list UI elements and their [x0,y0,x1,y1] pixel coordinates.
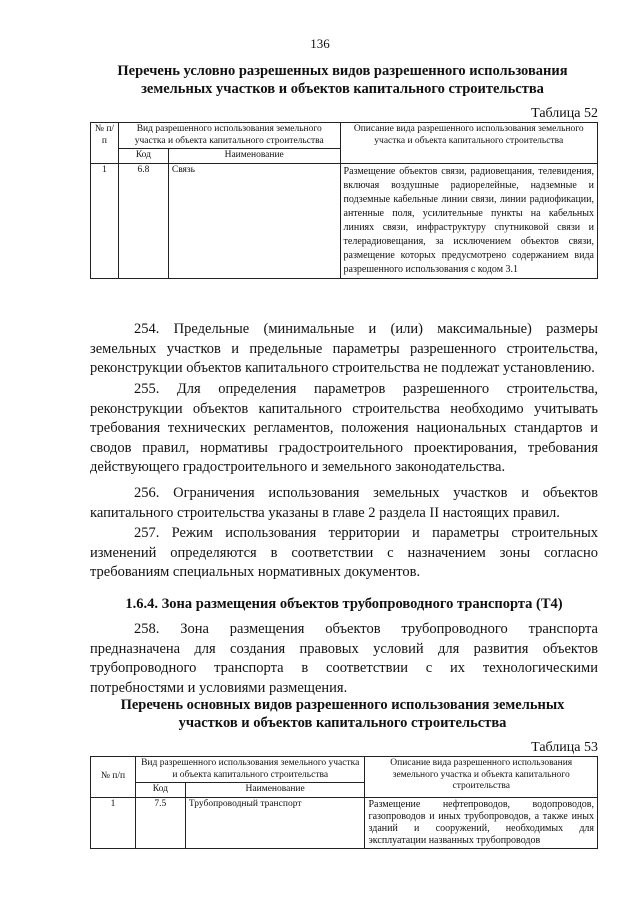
heading-conditional-uses [90,62,595,98]
header-num: № п/п [91,757,136,798]
cell-num: 1 [91,163,119,278]
heading-line: Перечень условно разрешенных видов разрешенного использования [117,63,568,79]
paragraph-255: 255. Для определения параметров разрешенного строительства, реконструкции объектов капитального строительства необходимо учитывать требования технических регламентов, положения национальных стандартов и сводов правил, нормативы градостроительного проектирования, требования действующего градостроительного и земельного законодательства. [90,381,598,476]
cell-code: 7.5 [135,797,185,848]
heading-line: Перечень основных видов разрешенного использования земельных [120,697,565,713]
header-code: Код [118,149,168,164]
cell-name: Связь [168,163,340,278]
table-caption: Таблица 53 [531,740,598,755]
section-title: 1.6.4. Зона размещения объектов трубопроводного транспорта (Т4) [125,596,563,612]
table-52 [90,122,598,279]
header-num: № п/п [91,123,119,164]
header-name: Наименование [168,149,340,164]
paragraph-258: 258. Зона размещения объектов трубопроводного транспорта предназначена для создания правовых условий для развития объектов трубопроводного транспорта в соответствии с их технологическими потребностями и условиями размещения. [90,621,598,696]
page-number: 136 [310,36,330,51]
heading-line: участков и объектов капитального строительства [178,715,507,731]
paragraph-254: 254. Предельные (минимальные и (или) максимальные) размеры земельных участков и предельные параметры разрешенного строительства, реконструкции объектов капитального строительства не подлежат установлению. [90,321,598,377]
heading-line: земельных участков и объектов капитального строительства [141,81,544,97]
paragraph-256: 256. Ограничения использования земельных участков и объектов капитального строительства указаны в главе 2 раздела II настоящих правил. [90,485,598,521]
table-row [91,163,598,278]
cell-name: Трубопроводный транспорт [185,797,365,848]
header-code: Код [135,783,185,798]
header-name: Наименование [185,783,365,798]
table-53 [90,756,598,849]
table-header-row [91,123,598,149]
header-kind: Вид разрешенного использования земельного участка и объекта капитального строительства [135,757,365,783]
table-header-row [91,757,598,783]
header-desc: Описание вида разрешенного использования земельного участка и объекта капитального строительства [365,757,598,798]
cell-num: 1 [91,797,136,848]
header-kind: Вид разрешенного использования земельного участка и объекта капитального строительства [118,123,340,149]
header-desc: Описание вида разрешенного использования земельного участка и объекта капитального строительства [340,123,597,164]
paragraph-257: 257. Режим использования территории и параметры строительных изменений определяются в соответствии с назначением зоны согласно требованиям специальных нормативных документов. [90,525,598,581]
cell-desc: Размещение объектов связи, радиовещания, телевидения, включая воздушные радиорелейные, надземные и подземные кабельные линии связи, линии радиофикации, антенные поля, усилительные пункты на кабельных линиях связи, инфраструктуру спутниковой связи и телерадиовещания, за исключением объектов связи, размещение которых предусмотрено содержанием вида разрешенного использования с кодом 3.1 [340,163,597,278]
table-row [91,797,598,848]
table-caption: Таблица 52 [531,106,598,121]
heading-main-uses [90,696,595,732]
cell-code: 6.8 [118,163,168,278]
cell-desc: Размещение нефтепроводов, водопроводов, газопроводов и иных трубопроводов, а также иных зданий и сооружений, необходимых для эксплуатации названных трубопроводов [365,797,598,848]
